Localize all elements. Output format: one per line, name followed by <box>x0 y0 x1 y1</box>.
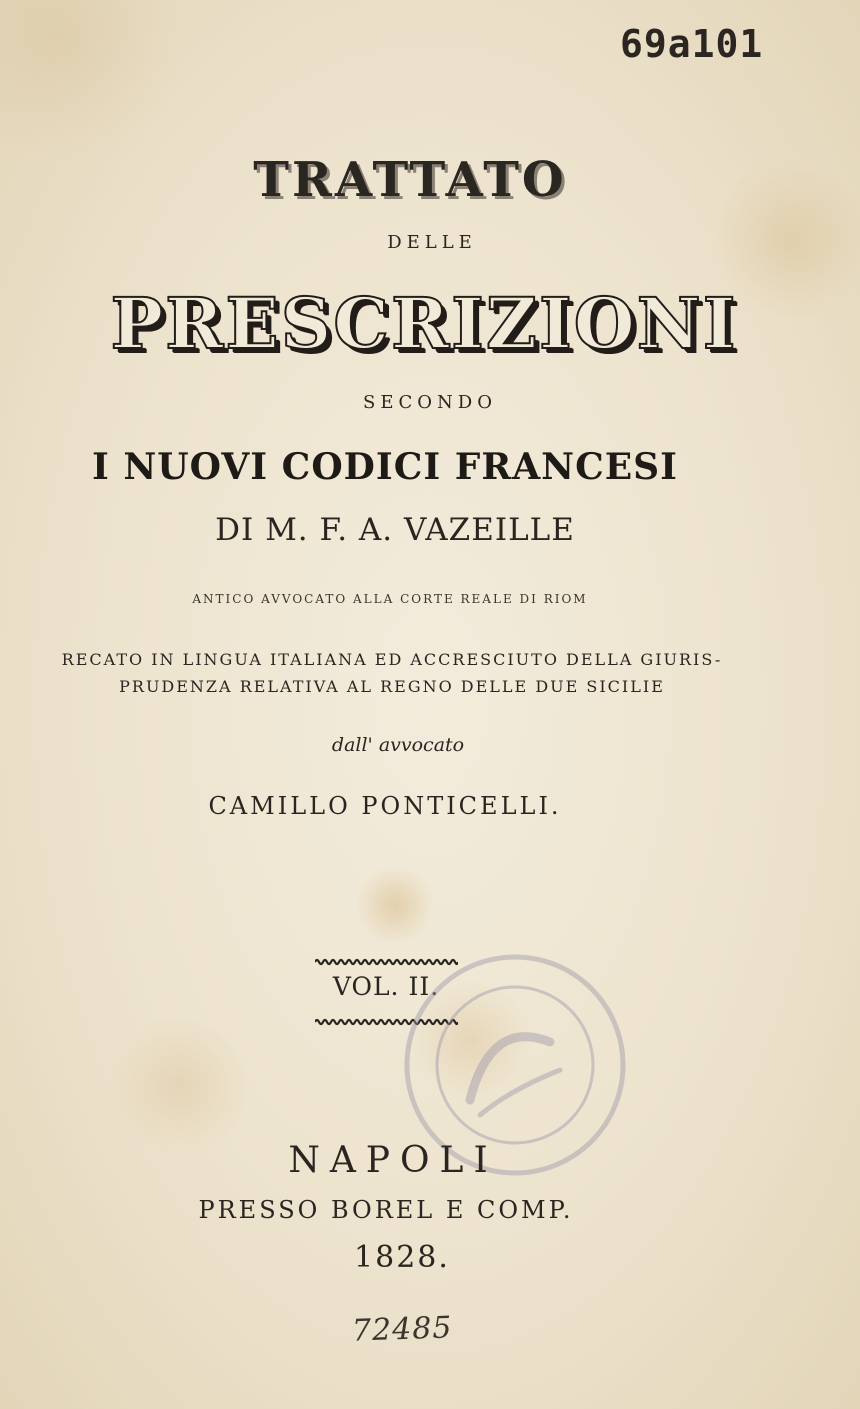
volume-number: VOL. II. <box>332 972 440 1001</box>
translator-prefix: dall' avvocato <box>331 734 465 756</box>
author-name: DI M. F. A. VAZEILLE <box>215 512 575 548</box>
title-line-5: I NUOVI CODICI FRANCESI <box>91 446 679 488</box>
translation-line-2: PRUDENZA RELATIVA AL REGNO DELLE DUE SICILIE <box>119 677 665 696</box>
imprint-publisher: PRESSO BOREL E COMP. <box>198 1196 574 1224</box>
title-line-1: TRATTATO <box>253 152 567 208</box>
handwritten-number: 72485 <box>351 1310 454 1349</box>
imprint-city: NAPOLI <box>288 1140 498 1181</box>
title-line-4: SECONDO <box>363 392 497 413</box>
title-line-3: PRESCRIZIONI <box>110 282 738 365</box>
title-line-2: DELLE <box>387 232 477 253</box>
translation-line-1: RECATO IN LINGUA ITALIANA ED ACCRESCIUTO DELLA GIURIS- <box>61 650 723 669</box>
imprint-year: 1828. <box>354 1240 450 1275</box>
translator-name: CAMILLO PONTICELLI. <box>208 792 562 820</box>
author-role: ANTICO AVVOCATO ALLA CORTE REALE DI RIOM <box>192 592 588 606</box>
shelfmark: 69a101 <box>620 22 764 66</box>
